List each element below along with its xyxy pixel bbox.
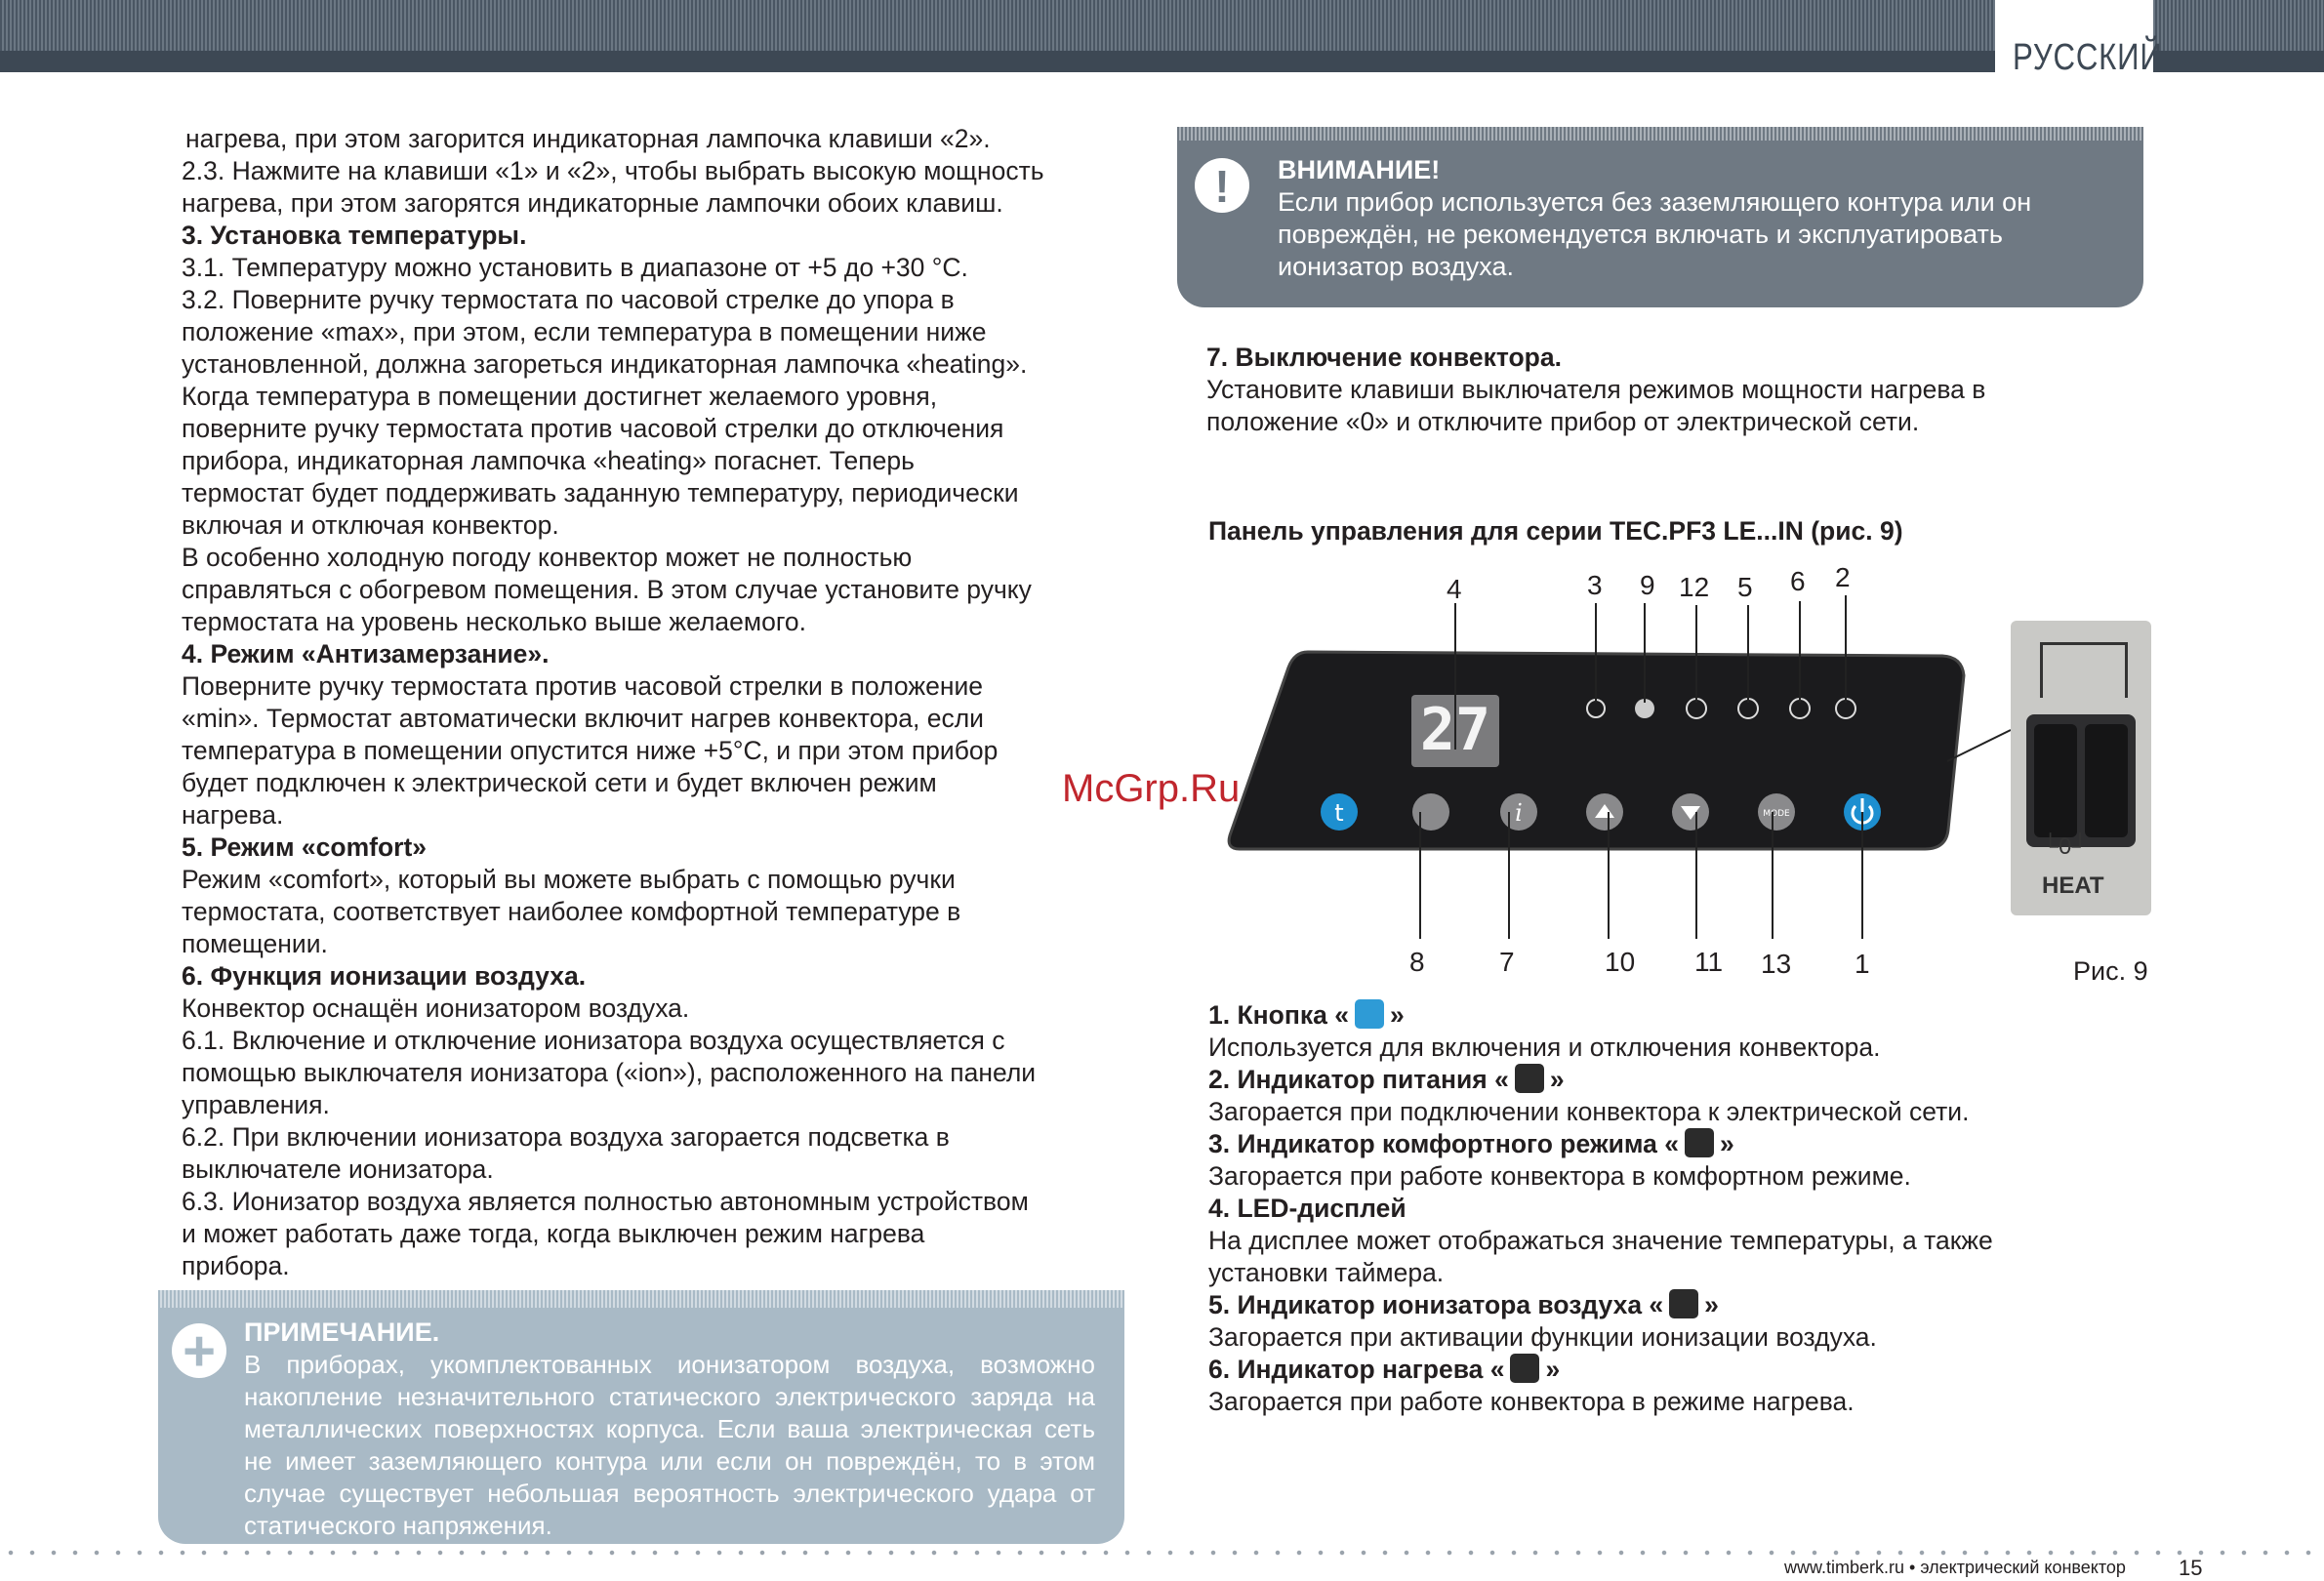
callout-8: 8 — [1409, 947, 1425, 977]
plus-icon: + — [172, 1323, 226, 1378]
svg-text:i: i — [1515, 799, 1523, 827]
text-line: помощью выключателя ионизатора («ion»), расположенного на панели — [182, 1058, 1037, 1087]
text-line: Режим «comfort», который вы можете выбрать с помощью ручки — [182, 865, 956, 894]
legend-list — [1208, 999, 1993, 1418]
callout-1: 1 — [1855, 949, 1870, 979]
figure-caption: Рис. 9 — [2073, 956, 2148, 986]
text-line: термостат будет поддерживать заданную температуру, периодически — [182, 478, 1019, 507]
text-line: Когда температура в помещении достигнет желаемого уровня, — [182, 382, 938, 411]
svg-text:t: t — [1334, 799, 1344, 827]
text-line: выключателе ионизатора. — [182, 1155, 494, 1184]
section-heading: 3. Установка температуры. — [182, 221, 527, 250]
callout-12: 12 — [1679, 572, 1710, 602]
language-tab — [1995, 0, 2163, 88]
text-line: температура в помещении опустится ниже +5°С, и при этом прибор — [182, 736, 999, 765]
power-indicator-icon — [1515, 1064, 1544, 1093]
text-line: 2.3. Нажмите на клавиши «1» и «2», чтобы выбрать высокую мощность — [182, 156, 1044, 185]
text-line: 6.1. Включение и отключение ионизатора воздуха осуществляется с — [182, 1026, 1005, 1055]
text-line: 3.2. Поверните ручку термостата по часовой стрелке до упора в — [182, 285, 955, 314]
heat-label: HEAT — [2042, 872, 2104, 899]
callout-10: 10 — [1605, 947, 1636, 977]
text-line: В особенно холодную погоду конвектор может не полностью — [182, 543, 913, 572]
header-bar-solid — [0, 51, 2324, 72]
heating-icon — [1510, 1354, 1539, 1383]
mode-label: MODE — [1763, 809, 1790, 819]
text-line: справляться с обогревом помещения. В этом случае установите ручку — [182, 575, 1032, 604]
display-value: 27 — [1419, 696, 1491, 764]
legend-item-desc: Загорается при работе конвектора в режиме нагрева. — [1208, 1387, 1855, 1416]
text-line: термостата на уровень несколько выше желаемого. — [182, 607, 807, 636]
legend-item-title: 3. Индикатор комфортного режима « » — [1208, 1129, 1734, 1158]
note-box-stripe — [158, 1290, 1124, 1308]
text-line: 3.1. Температуру можно установить в диапазоне от +5 до +30 °С. — [182, 253, 968, 282]
section-7-line: Установите клавиши выключателя режимов мощности нагрева в — [1206, 375, 1986, 404]
language-label: РУССКИЙ — [2013, 37, 2163, 78]
warning-box-stripe — [1177, 127, 2143, 141]
callout-3: 3 — [1587, 570, 1603, 600]
rocker-switch-1[interactable] — [2034, 724, 2077, 837]
page-number: 15 — [2179, 1556, 2203, 1580]
callout-9: 9 — [1640, 570, 1655, 600]
text-line: Конвектор оснащён ионизатором воздуха. — [182, 993, 690, 1023]
callout-7: 7 — [1499, 947, 1515, 977]
power-switch-photo — [2011, 621, 2151, 915]
power-button-icon — [1355, 999, 1384, 1029]
footer-divider — [0, 1550, 2324, 1556]
legend-item-title: 6. Индикатор нагрева « » — [1208, 1355, 1561, 1384]
text-line: установленной, должна загореться индикаторная лампочка «heating». — [182, 349, 1028, 379]
warning-line: Если прибор используется без заземляющего контура или он — [1278, 187, 2032, 217]
callout-5: 5 — [1737, 572, 1753, 602]
callout-4: 4 — [1447, 574, 1462, 604]
legend-item-desc: Загорается при активации функции ионизации воздуха. — [1208, 1322, 1877, 1352]
legend-item-title: 1. Кнопка « » — [1208, 1000, 1405, 1030]
section-7-line: положение «0» и отключите прибор от электрической сети. — [1206, 407, 1920, 436]
legend-item-desc: Загорается при подключении конвектора к электрической сети. — [1208, 1097, 1970, 1126]
panel-title: Панель управления для серии TEC.PF3 LE...IN (рис. 9) — [1208, 516, 1903, 546]
section-heading: 5. Режим «comfort» — [182, 832, 428, 862]
left-column — [182, 123, 1138, 1282]
warning-line: повреждён, не рекомендуется включать и эксплуатировать — [1278, 220, 2003, 249]
section-heading: 4. Режим «Антизамерзание». — [182, 639, 550, 669]
footer-text: www.timberk.ru • электрический конвектор — [1784, 1558, 2126, 1577]
text-line: прибора. — [182, 1251, 290, 1280]
exclamation-icon: ! — [1195, 158, 1249, 213]
ionizer-icon — [1669, 1289, 1698, 1318]
callout-2: 2 — [1835, 562, 1851, 592]
off-symbol: └0┘ — [2042, 833, 2089, 860]
text-line: управления. — [182, 1090, 330, 1119]
text-line: 6.3. Ионизатор воздуха является полностью автономным устройством — [182, 1187, 1029, 1216]
text-line: нагрева, при этом загорится индикаторная лампочка клавиши «2». — [185, 124, 991, 153]
sun-icon — [1685, 1128, 1714, 1157]
section-7-title: 7. Выключение конвектора. — [1206, 343, 1562, 372]
text-line: прибора, индикаторная лампочка «heating» погаснет. Теперь — [182, 446, 915, 475]
warning-body — [1278, 186, 2031, 283]
timer-button[interactable] — [1412, 793, 1449, 831]
watermark: McGrp.Ru — [1062, 767, 1241, 810]
section-7 — [1206, 342, 1985, 438]
warning-title: ВНИМАНИЕ! — [1278, 155, 1441, 184]
text-line: будет подключен к электрической сети и будет включен режим — [182, 768, 937, 797]
callout-6: 6 — [1790, 566, 1806, 596]
text-line: помещении. — [182, 929, 328, 958]
section-heading: 6. Функция ионизации воздуха. — [182, 961, 587, 991]
text-line: нагрева, при этом загорятся индикаторные лампочки обоих клавиш. — [182, 188, 1003, 218]
text-line: Поверните ручку термостата против часовой стрелки в положение — [182, 671, 984, 701]
text-line: «min». Термостат автоматически включит нагрев конвектора, если — [182, 704, 984, 733]
text-line: 6.2. При включении ионизатора воздуха загорается подсветка в — [182, 1122, 950, 1152]
legend-item-title: 4. LED-дисплей — [1208, 1194, 1407, 1223]
legend-item-title: 5. Индикатор ионизатора воздуха « » — [1208, 1290, 1719, 1319]
warning-line: ионизатор воздуха. — [1278, 252, 1514, 281]
legend-item-title: 2. Индикатор питания « » — [1208, 1065, 1565, 1094]
callout-11: 11 — [1694, 947, 1724, 977]
legend-item-desc: установки таймера. — [1208, 1258, 1445, 1287]
text-line: включая и отключая конвектор. — [182, 510, 559, 540]
rocker-switch-2[interactable] — [2085, 724, 2128, 837]
callout-13: 13 — [1761, 949, 1792, 979]
note-box — [158, 1290, 1124, 1544]
text-line: положение «max», при этом, если температура в помещении ниже — [182, 317, 987, 346]
legend-item-desc: Загорается при работе конвектора в комфортном режиме. — [1208, 1161, 1911, 1191]
note-title: ПРИМЕЧАНИЕ. — [244, 1318, 440, 1347]
legend-item-desc: Используется для включения и отключения конвектора. — [1208, 1033, 1881, 1062]
warning-box — [1177, 127, 2143, 307]
note-body: В приборах, укомплектованных ионизатором воздуха, возможно накопление незначительного статического электрического заряда на металлических поверхностях корпуса. Если ваша электрическая сеть не имеет заземляющего контура или если он повреждён, то в этом случае существует небольшая вероятность электрического удара от статического напряжения. — [244, 1350, 1095, 1540]
text-line: нагрева. — [182, 800, 284, 830]
text-line: термостата, соответствует наиболее комфортной температуре в — [182, 897, 961, 926]
text-line: поверните ручку термостата против часовой стрелки до отключения — [182, 414, 1004, 443]
legend-item-desc: На дисплее может отображаться значение температуры, а также — [1208, 1226, 1993, 1255]
text-line: и может работать даже тогда, когда выключен режим нагрева — [182, 1219, 925, 1248]
